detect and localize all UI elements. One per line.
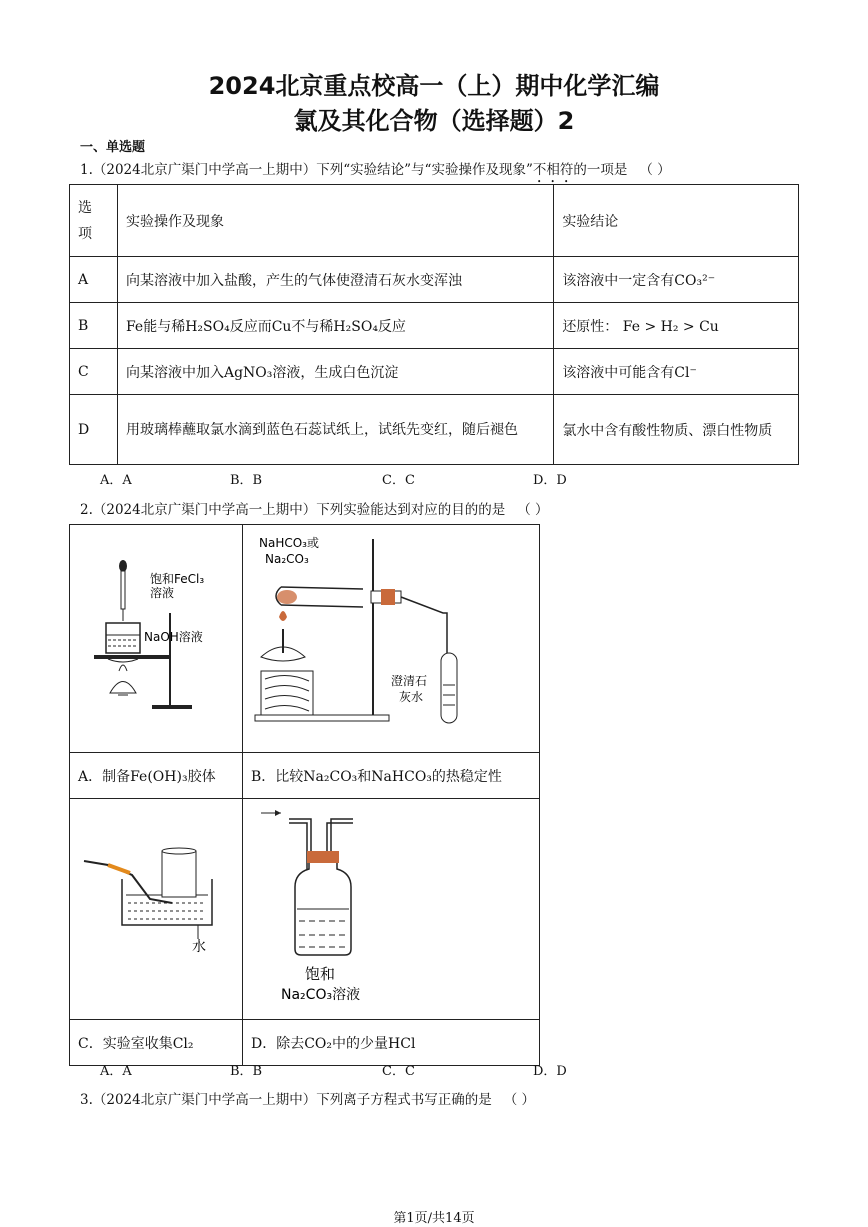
- question-2-table: [69, 524, 540, 1066]
- choice-c[interactable]: C．C: [382, 1064, 415, 1079]
- figure-d-cell: [243, 799, 540, 1020]
- choice-d[interactable]: D．D: [533, 1064, 567, 1079]
- caption-b: B．比较Na₂CO₃和NaHCO₃的热稳定性: [243, 753, 540, 799]
- row-operation: Fe能与稀H₂SO₄反应而Cu不与稀H₂SO₄反应: [117, 303, 553, 349]
- table-header-row: [70, 185, 799, 257]
- choice-c[interactable]: C．C: [382, 473, 415, 488]
- document-title: 2024北京重点校高一（上）期中化学汇编: [208, 72, 660, 100]
- caption-a: A．制备Fe(OH)₃胶体: [70, 753, 243, 799]
- table-row: [70, 395, 799, 465]
- row-operation: 用玻璃棒蘸取氯水滴到蓝色石蕊试纸上，试纸先变红，随后褪色: [117, 395, 553, 465]
- choice-b[interactable]: B．B: [230, 473, 263, 488]
- row-option: C: [70, 349, 118, 395]
- row-conclusion: 氯水中含有酸性物质、漂白性物质: [554, 395, 799, 465]
- figure-a-cell: [70, 525, 243, 753]
- washing-bottle-figure: [243, 799, 539, 1015]
- section-heading: 一、单选题: [80, 140, 146, 155]
- choice-b[interactable]: B．B: [230, 1064, 263, 1079]
- header-conclusion: 实验结论: [554, 185, 799, 257]
- header-operation: 实验操作及现象: [117, 185, 553, 257]
- label-limewater-1: 澄清石: [391, 674, 428, 688]
- question-1-table: [69, 184, 799, 465]
- row-option: B: [70, 303, 118, 349]
- choice-a[interactable]: A．A: [100, 1064, 132, 1079]
- table-row: [70, 303, 799, 349]
- header-option: 选项: [70, 185, 118, 257]
- choice-a[interactable]: A．A: [100, 473, 132, 488]
- caption-c: C．实验室收集Cl₂: [70, 1020, 243, 1066]
- figure-b-cell: [243, 525, 540, 753]
- colloid-apparatus-figure: [70, 525, 242, 748]
- label-na2co3: Na₂CO₃: [265, 552, 309, 566]
- question-3-stem: 3.（2024北京广渠门中学高一上期中）下列离子方程式书写正确的是 （ ）: [80, 1092, 536, 1108]
- row-option: A: [70, 257, 118, 303]
- caption-d: D．除去CO₂中的少量HCl: [243, 1020, 540, 1066]
- label-saturated: 饱和: [305, 965, 336, 983]
- table-row: [70, 257, 799, 303]
- document-subtitle: 氯及其化合物（选择题）2: [293, 107, 575, 135]
- row-operation: 向某溶液中加入AgNO₃溶液，生成白色沉淀: [117, 349, 553, 395]
- choice-d[interactable]: D．D: [533, 473, 567, 488]
- label-limewater-2: 灰水: [399, 690, 424, 704]
- row-conclusion: 该溶液中可能含有Cl⁻: [554, 349, 799, 395]
- row-conclusion: 还原性： Fe > H₂ > Cu: [554, 303, 799, 349]
- question-1-stem: 1.（2024北京广渠门中学高一上期中）下列“实验结论”与“实验操作及现象”不相符的一项是 （ ）: [80, 162, 671, 178]
- label-nahco3: NaHCO₃或: [259, 536, 319, 550]
- label-naoh: NaOH溶液: [144, 630, 203, 644]
- gas-collection-figure: [70, 799, 242, 1015]
- table-row: [70, 349, 799, 395]
- label-water: 水: [192, 939, 206, 955]
- row-option: D: [70, 395, 118, 465]
- emphasis-not-match: 不相符: [532, 162, 574, 178]
- row-conclusion: 该溶液中一定含有CO₃²⁻: [554, 257, 799, 303]
- figure-c-cell: [70, 799, 243, 1020]
- question-2-stem: 2.（2024北京广渠门中学高一上期中）下列实验能达到对应的目的的是 （ ）: [80, 502, 549, 518]
- page-footer: 第1页/共14页: [393, 1211, 475, 1226]
- label-solution: 溶液: [150, 586, 175, 600]
- row-operation: 向某溶液中加入盐酸，产生的气体使澄清石灰水变浑浊: [117, 257, 553, 303]
- thermal-stability-figure: [243, 525, 539, 748]
- label-fecl3: 饱和FeCl₃: [150, 572, 205, 586]
- label-na2co3-solution: Na₂CO₃溶液: [281, 987, 361, 1003]
